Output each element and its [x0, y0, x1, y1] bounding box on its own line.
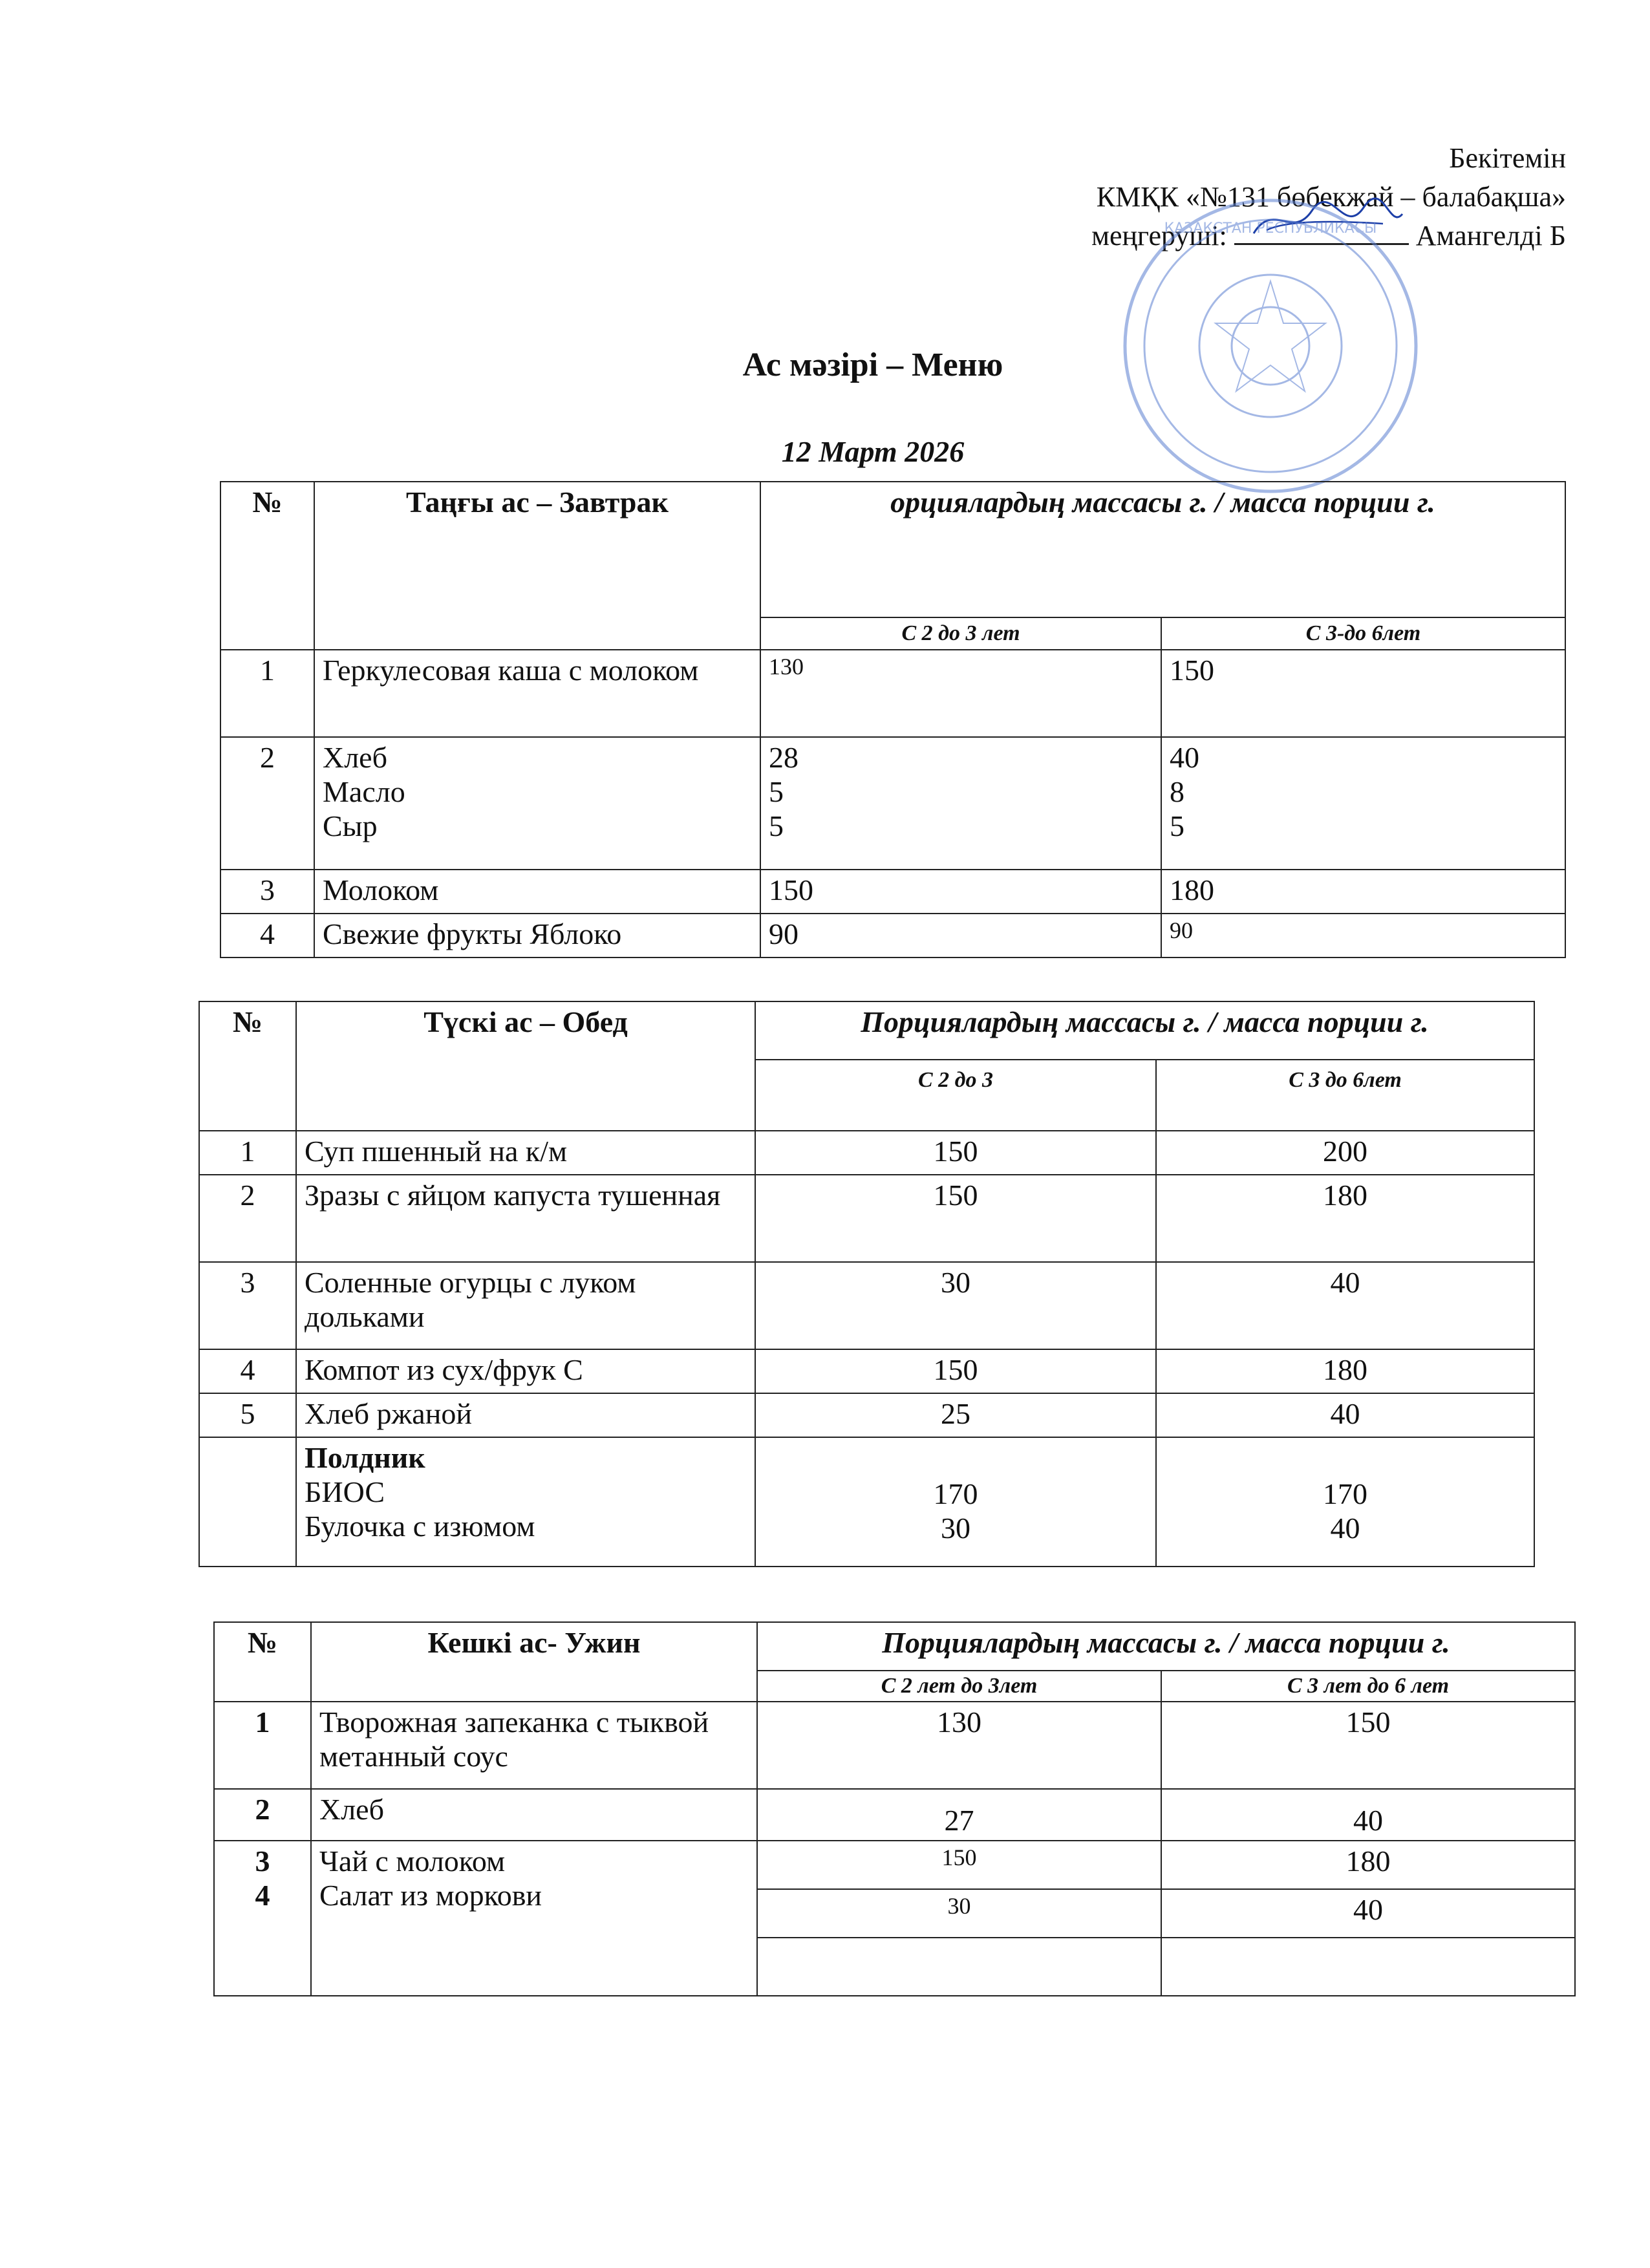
- breakfast-table: [220, 481, 1566, 958]
- col-number-header: №: [199, 1001, 296, 1131]
- row-number: 3: [220, 870, 314, 914]
- portion-line: 170: [1323, 1477, 1367, 1510]
- table-row: [199, 1175, 1534, 1262]
- age-group-b: С 3-до 6лет: [1161, 617, 1565, 650]
- dish-name: Геркулесовая каша с молоком: [314, 650, 760, 737]
- portion-a: 150: [757, 1841, 1161, 1889]
- portion-b: [1161, 737, 1565, 870]
- table-row: [199, 1262, 1534, 1349]
- row-number: 3: [199, 1262, 296, 1349]
- page-title: Ас мәзірі – Меню: [742, 347, 1003, 383]
- portion-b: 180: [1156, 1349, 1534, 1393]
- portion-a: 30: [757, 1889, 1161, 1938]
- dish-line: Сыр: [323, 809, 378, 842]
- lunch-table: [198, 1001, 1535, 1567]
- age-group-a: С 2 лет до 3лет: [757, 1671, 1161, 1702]
- dish-name: Зразы с яйцом капуста тушенная: [296, 1175, 755, 1262]
- row-number: 1: [199, 1131, 296, 1175]
- dish-line: Масло: [323, 775, 405, 808]
- table-row: [214, 1789, 1575, 1841]
- dish-line: Хлеб: [323, 741, 387, 774]
- age-group-a: С 2 до 3 лет: [760, 617, 1161, 650]
- portion-b: 180: [1156, 1175, 1534, 1262]
- portion-line: 8: [1170, 775, 1184, 808]
- dish-name: Суп пшенный на к/м: [296, 1131, 755, 1175]
- col-number-header: №: [220, 482, 314, 650]
- age-group-b: С 3 до 6лет: [1156, 1060, 1534, 1131]
- col-meal-header: Кешкі ас- Ужин: [311, 1622, 757, 1702]
- table-header-row: [220, 482, 1565, 617]
- portion-b: 200: [1156, 1131, 1534, 1175]
- row-number: 1: [220, 650, 314, 737]
- col-mass-header: орциялардың массасы г. / масса порции г.: [760, 482, 1565, 617]
- portion-a: 27: [757, 1789, 1161, 1841]
- portion-b: 40: [1161, 1789, 1575, 1841]
- portion-line: 170: [933, 1477, 978, 1510]
- dish-line: БИОС: [305, 1475, 385, 1508]
- age-group-b: С 3 лет до 6 лет: [1161, 1671, 1575, 1702]
- portion-line: 40: [1330, 1512, 1360, 1545]
- portion-a: [760, 737, 1161, 870]
- approval-line-2: КМҚК «№131 бөбекжай – балабақша»: [1096, 181, 1566, 213]
- seal-text: ҚАЗАҚСТАН РЕСПУБЛИКАСЫ: [1164, 220, 1377, 237]
- dish-name: Хлеб: [311, 1789, 757, 1841]
- snack-title: Полдник: [305, 1441, 425, 1474]
- portion-line: 5: [1170, 809, 1184, 842]
- col-mass-header: Порциялардың массасы г. / масса порции г.: [757, 1622, 1575, 1671]
- portion-a: 130: [757, 1702, 1161, 1789]
- portion-a: 30: [755, 1262, 1156, 1349]
- portion-b: 180: [1161, 870, 1565, 914]
- dish-line: Булочка с изюмом: [305, 1510, 535, 1543]
- portion-b: [1161, 1938, 1575, 1996]
- head-label: меңгеруші:: [1091, 220, 1227, 251]
- portion-b: 180: [1161, 1841, 1575, 1889]
- portion-a: 90: [760, 914, 1161, 957]
- portion-a: [755, 1437, 1156, 1567]
- dish-name: [311, 1841, 757, 1996]
- table-row: [199, 1131, 1534, 1175]
- table-row: [220, 650, 1565, 737]
- row-number: [214, 1841, 311, 1996]
- col-number-header: №: [214, 1622, 311, 1702]
- row-number: 2: [220, 737, 314, 870]
- portion-b: 150: [1161, 650, 1565, 737]
- portion-line: 40: [1170, 741, 1199, 774]
- row-number: [199, 1437, 296, 1567]
- row-number: 4: [220, 914, 314, 957]
- table-header-row: [214, 1622, 1575, 1671]
- dish-name: Соленные огурцы с луком дольками: [296, 1262, 755, 1349]
- portion-b: 150: [1161, 1702, 1575, 1789]
- portion-a: 150: [755, 1349, 1156, 1393]
- table-row: [214, 1841, 1575, 1889]
- dish-name: Компот из сух/фрук С: [296, 1349, 755, 1393]
- table-row: [220, 870, 1565, 914]
- portion-line: 28: [769, 741, 798, 774]
- portion-b: 90: [1161, 914, 1565, 957]
- portion-a: 25: [755, 1393, 1156, 1437]
- snack-items: [296, 1437, 755, 1567]
- portion-line: 5: [769, 809, 784, 842]
- portion-b: [1156, 1437, 1534, 1567]
- row-number-line: 4: [255, 1879, 270, 1912]
- dish-name: [314, 737, 760, 870]
- row-number: 4: [199, 1349, 296, 1393]
- dish-name: Молоком: [314, 870, 760, 914]
- table-row: [214, 1702, 1575, 1789]
- age-group-a: С 2 до 3: [755, 1060, 1156, 1131]
- portion-b: 40: [1156, 1393, 1534, 1437]
- col-meal-header: Түскі ас – Обед: [296, 1001, 755, 1131]
- dish-name: Хлеб ржаной: [296, 1393, 755, 1437]
- snack-row: [199, 1437, 1534, 1567]
- dinner-table: [213, 1621, 1576, 1996]
- dish-line: Салат из моркови: [319, 1879, 542, 1912]
- table-row: [220, 737, 1565, 870]
- table-row: [220, 914, 1565, 957]
- row-number: 1: [214, 1702, 311, 1789]
- table-row: [199, 1349, 1534, 1393]
- table-row: [199, 1393, 1534, 1437]
- approval-line-1: Бекітемін: [1449, 142, 1566, 174]
- portion-a: 150: [755, 1175, 1156, 1262]
- portion-a: 130: [760, 650, 1161, 737]
- col-meal-header: Таңғы ас – Завтрак: [314, 482, 760, 650]
- dish-name: Свежие фрукты Яблоко: [314, 914, 760, 957]
- head-name: Амангелді Б: [1415, 220, 1566, 251]
- portion-a: [757, 1938, 1161, 1996]
- table-header-row: [199, 1001, 1534, 1060]
- row-number: 2: [214, 1789, 311, 1841]
- row-number: 5: [199, 1393, 296, 1437]
- portion-a: 150: [755, 1131, 1156, 1175]
- portion-line: 30: [941, 1512, 970, 1545]
- portion-a: 150: [760, 870, 1161, 914]
- dish-name: Творожная запеканка с тыквой метанный соус: [311, 1702, 757, 1789]
- portion-b: 40: [1161, 1889, 1575, 1938]
- row-number: 2: [199, 1175, 296, 1262]
- row-number-line: 3: [255, 1845, 270, 1878]
- menu-date: 12 Март 2026: [781, 435, 965, 468]
- portion-line: 5: [769, 775, 784, 808]
- dish-line: Чай с молоком: [319, 1845, 506, 1878]
- portion-b: 40: [1156, 1262, 1534, 1349]
- col-mass-header: Порциялардың массасы г. / масса порции г.: [755, 1001, 1534, 1060]
